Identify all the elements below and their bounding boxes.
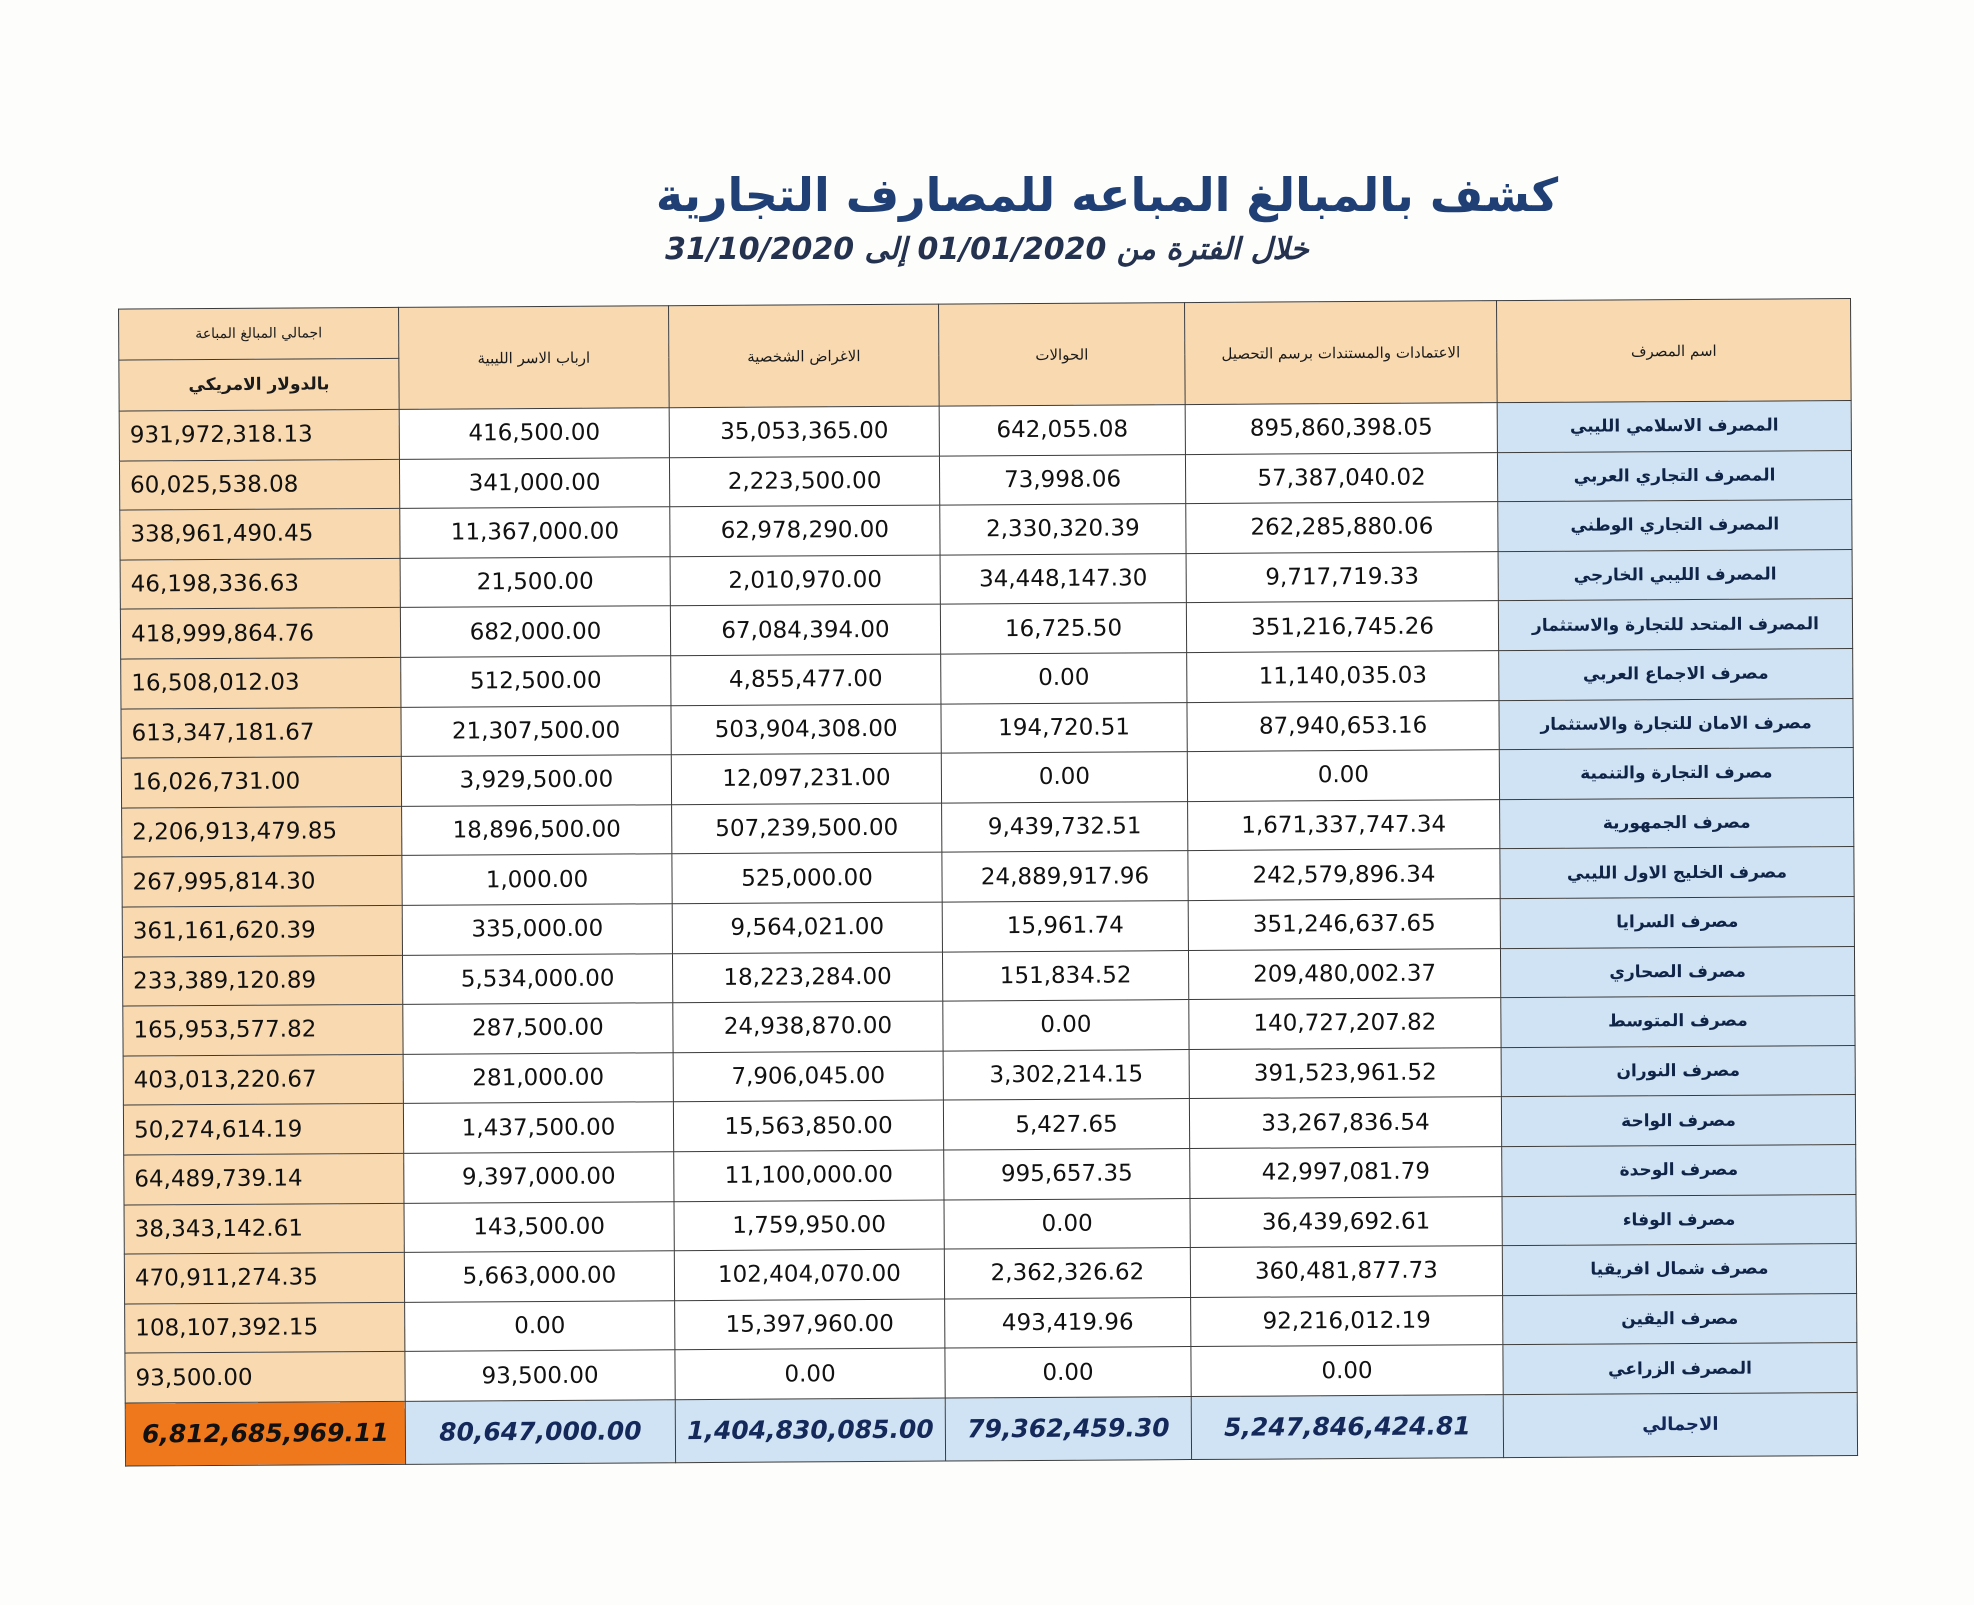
row-total-cell: 403,013,220.67 <box>123 1054 403 1105</box>
transfers-cell: 2,330,320.39 <box>940 504 1186 555</box>
credits-cell: 0.00 <box>1191 1345 1503 1396</box>
credits-cell: 351,216,745.26 <box>1186 601 1498 652</box>
totals-personal: 1,404,830,085.00 <box>675 1398 945 1463</box>
bank-name-cell: مصرف اليقين <box>1503 1293 1857 1345</box>
credits-cell: 262,285,880.06 <box>1186 502 1498 553</box>
families-cell: 512,500.00 <box>401 656 671 707</box>
personal-cell: 12,097,231.00 <box>671 753 941 804</box>
families-cell: 416,500.00 <box>399 408 669 459</box>
personal-cell: 507,239,500.00 <box>672 803 942 854</box>
personal-cell: 18,223,284.00 <box>672 952 942 1003</box>
transfers-cell: 0.00 <box>945 1347 1191 1398</box>
header-total-bottom: بالدولار الامريكي <box>119 358 399 411</box>
credits-cell: 92,216,012.19 <box>1191 1295 1503 1346</box>
grand-total: 6,812,685,969.11 <box>125 1401 405 1466</box>
personal-cell: 102,404,070.00 <box>674 1249 944 1300</box>
bank-name-cell: مصرف الامان للتجارة والاستثمار <box>1499 698 1853 750</box>
bank-name-cell: مصرف النوران <box>1501 1045 1855 1097</box>
transfers-cell: 2,362,326.62 <box>944 1248 1190 1299</box>
row-total-cell: 108,107,392.15 <box>125 1302 405 1353</box>
totals-families: 80,647,000.00 <box>405 1400 675 1465</box>
credits-cell: 87,940,653.16 <box>1187 700 1499 751</box>
totals-credits: 5,247,846,424.81 <box>1191 1395 1503 1460</box>
row-total-cell: 2,206,913,479.85 <box>122 806 402 857</box>
transfers-cell: 9,439,732.51 <box>942 801 1188 852</box>
families-cell: 1,000.00 <box>402 854 672 905</box>
bank-name-cell: مصرف الصحاري <box>1500 946 1854 998</box>
transfers-cell: 5,427.65 <box>943 1099 1189 1150</box>
families-cell: 341,000.00 <box>399 457 669 508</box>
transfers-cell: 194,720.51 <box>941 702 1187 753</box>
row-total-cell: 16,026,731.00 <box>121 757 401 808</box>
credits-cell: 36,439,692.61 <box>1190 1196 1502 1247</box>
bank-name-cell: مصرف الوحدة <box>1502 1144 1856 1196</box>
families-cell: 682,000.00 <box>400 606 670 657</box>
families-cell: 9,397,000.00 <box>404 1152 674 1203</box>
families-cell: 1,437,500.00 <box>403 1102 673 1153</box>
transfers-cell: 15,961.74 <box>942 900 1188 951</box>
personal-cell: 15,397,960.00 <box>675 1299 945 1350</box>
families-cell: 93,500.00 <box>405 1350 675 1401</box>
transfers-cell: 0.00 <box>941 653 1187 704</box>
credits-cell: 1,671,337,747.34 <box>1188 799 1500 850</box>
families-cell: 11,367,000.00 <box>400 507 670 558</box>
credits-cell: 42,997,081.79 <box>1190 1147 1502 1198</box>
families-cell: 335,000.00 <box>402 904 672 955</box>
bank-name-cell: مصرف المتوسط <box>1501 996 1855 1048</box>
credits-cell: 360,481,877.73 <box>1190 1246 1502 1297</box>
transfers-cell: 493,419.96 <box>945 1297 1191 1348</box>
header-families: ارباب الاسر الليبية <box>399 306 670 410</box>
personal-cell: 15,563,850.00 <box>673 1100 943 1151</box>
row-total-cell: 613,347,181.67 <box>121 707 401 758</box>
transfers-cell: 3,302,214.15 <box>943 1049 1189 1100</box>
bank-name-cell: المصرف الليبي الخارجي <box>1498 549 1852 601</box>
transfers-cell: 995,657.35 <box>944 1148 1190 1199</box>
personal-cell: 4,855,477.00 <box>671 654 941 705</box>
credits-cell: 391,523,961.52 <box>1189 1047 1501 1098</box>
header-bank: اسم المصرف <box>1497 299 1852 403</box>
transfers-cell: 24,889,917.96 <box>942 851 1188 902</box>
period-subtitle: خلال الفترة من 01/01/2020 إلى 31/10/2020 <box>665 232 1309 267</box>
personal-cell: 1,759,950.00 <box>674 1200 944 1251</box>
row-total-cell: 418,999,864.76 <box>120 608 400 659</box>
credits-cell: 140,727,207.82 <box>1189 998 1501 1049</box>
families-cell: 3,929,500.00 <box>401 755 671 806</box>
row-total-cell: 50,274,614.19 <box>123 1104 403 1155</box>
row-total-cell: 165,953,577.82 <box>123 1004 403 1055</box>
transfers-cell: 16,725.50 <box>940 603 1186 654</box>
header-transfers: الحوالات <box>939 303 1186 407</box>
families-cell: 18,896,500.00 <box>402 804 672 855</box>
transfers-cell: 0.00 <box>944 1198 1190 1249</box>
families-cell: 0.00 <box>405 1300 675 1351</box>
bank-name-cell: المصرف التجاري العربي <box>1497 450 1851 502</box>
credits-cell: 0.00 <box>1187 750 1499 801</box>
transfers-cell: 642,055.08 <box>939 405 1185 456</box>
families-cell: 21,500.00 <box>400 557 670 608</box>
table-body <box>119 401 1857 1403</box>
header-credits: الاعتمادات والمستندات برسم التحصيل <box>1185 301 1498 405</box>
credits-cell: 242,579,896.34 <box>1188 849 1500 900</box>
bank-name-cell: مصرف الخليج الاول الليبي <box>1500 847 1854 899</box>
sales-table <box>118 298 1858 1466</box>
bank-name-cell: مصرف السرايا <box>1500 896 1854 948</box>
personal-cell: 7,906,045.00 <box>673 1051 943 1102</box>
row-total-cell: 46,198,336.63 <box>120 558 400 609</box>
transfers-cell: 151,834.52 <box>942 950 1188 1001</box>
header-row <box>119 299 1851 361</box>
bank-name-cell: مصرف الاجماع العربي <box>1499 648 1853 700</box>
credits-cell: 209,480,002.37 <box>1188 948 1500 999</box>
families-cell: 281,000.00 <box>403 1052 673 1103</box>
transfers-cell: 73,998.06 <box>939 454 1185 505</box>
families-cell: 5,534,000.00 <box>402 953 672 1004</box>
row-total-cell: 16,508,012.03 <box>121 657 401 708</box>
row-total-cell: 361,161,620.39 <box>122 905 402 956</box>
bank-name-cell: مصرف الوفاء <box>1502 1194 1856 1246</box>
bank-name-cell: المصرف الاسلامي الليبي <box>1497 401 1851 453</box>
personal-cell: 2,010,970.00 <box>670 555 940 606</box>
header-personal: الاغراض الشخصية <box>669 304 940 408</box>
bank-name-cell: مصرف الواحة <box>1501 1095 1855 1147</box>
personal-cell: 24,938,870.00 <box>673 1001 943 1052</box>
row-total-cell: 93,500.00 <box>125 1352 405 1403</box>
bank-name-cell: مصرف الجمهورية <box>1500 797 1854 849</box>
credits-cell: 57,387,040.02 <box>1185 452 1497 503</box>
row-total-cell: 931,972,318.13 <box>119 409 399 460</box>
transfers-cell: 34,448,147.30 <box>940 553 1186 604</box>
bank-name-cell: مصرف التجارة والتنمية <box>1499 748 1853 800</box>
personal-cell: 2,223,500.00 <box>669 456 939 507</box>
credits-cell: 33,267,836.54 <box>1189 1097 1501 1148</box>
families-cell: 5,663,000.00 <box>404 1251 674 1302</box>
families-cell: 287,500.00 <box>403 1003 673 1054</box>
families-cell: 143,500.00 <box>404 1201 674 1252</box>
bank-name-cell: مصرف شمال افريقيا <box>1502 1244 1856 1296</box>
credits-cell: 9,717,719.33 <box>1186 551 1498 602</box>
totals-row <box>125 1392 1857 1466</box>
transfers-cell: 0.00 <box>943 1000 1189 1051</box>
credits-cell: 351,246,637.65 <box>1188 899 1500 950</box>
bank-name-cell: المصرف الزراعي <box>1503 1343 1857 1395</box>
families-cell: 21,307,500.00 <box>401 705 671 756</box>
personal-cell: 9,564,021.00 <box>672 902 942 953</box>
totals-transfers: 79,362,459.30 <box>945 1396 1191 1461</box>
credits-cell: 895,860,398.05 <box>1185 403 1497 454</box>
bank-name-cell: المصرف المتحد للتجارة والاستثمار <box>1498 599 1852 651</box>
personal-cell: 0.00 <box>675 1348 945 1399</box>
totals-label: الاجمالي <box>1503 1392 1857 1457</box>
personal-cell: 62,978,290.00 <box>670 505 940 556</box>
personal-cell: 525,000.00 <box>672 852 942 903</box>
personal-cell: 35,053,365.00 <box>669 406 939 457</box>
personal-cell: 503,904,308.00 <box>671 704 941 755</box>
page-title: كشف بالمبالغ المباعه للمصارف التجارية <box>655 168 1559 222</box>
personal-cell: 67,084,394.00 <box>670 604 940 655</box>
row-total-cell: 470,911,274.35 <box>124 1252 404 1303</box>
row-total-cell: 267,995,814.30 <box>122 856 402 907</box>
row-total-cell: 38,343,142.61 <box>124 1203 404 1254</box>
bank-name-cell: المصرف التجاري الوطني <box>1498 500 1852 552</box>
row-total-cell: 64,489,739.14 <box>124 1153 404 1204</box>
header-total-top: اجمالي المبالغ المباعة <box>119 307 399 360</box>
credits-cell: 11,140,035.03 <box>1187 651 1499 702</box>
row-total-cell: 233,389,120.89 <box>122 955 402 1006</box>
personal-cell: 11,100,000.00 <box>674 1150 944 1201</box>
transfers-cell: 0.00 <box>941 752 1187 803</box>
row-total-cell: 338,961,490.45 <box>120 509 400 560</box>
row-total-cell: 60,025,538.08 <box>119 459 399 510</box>
